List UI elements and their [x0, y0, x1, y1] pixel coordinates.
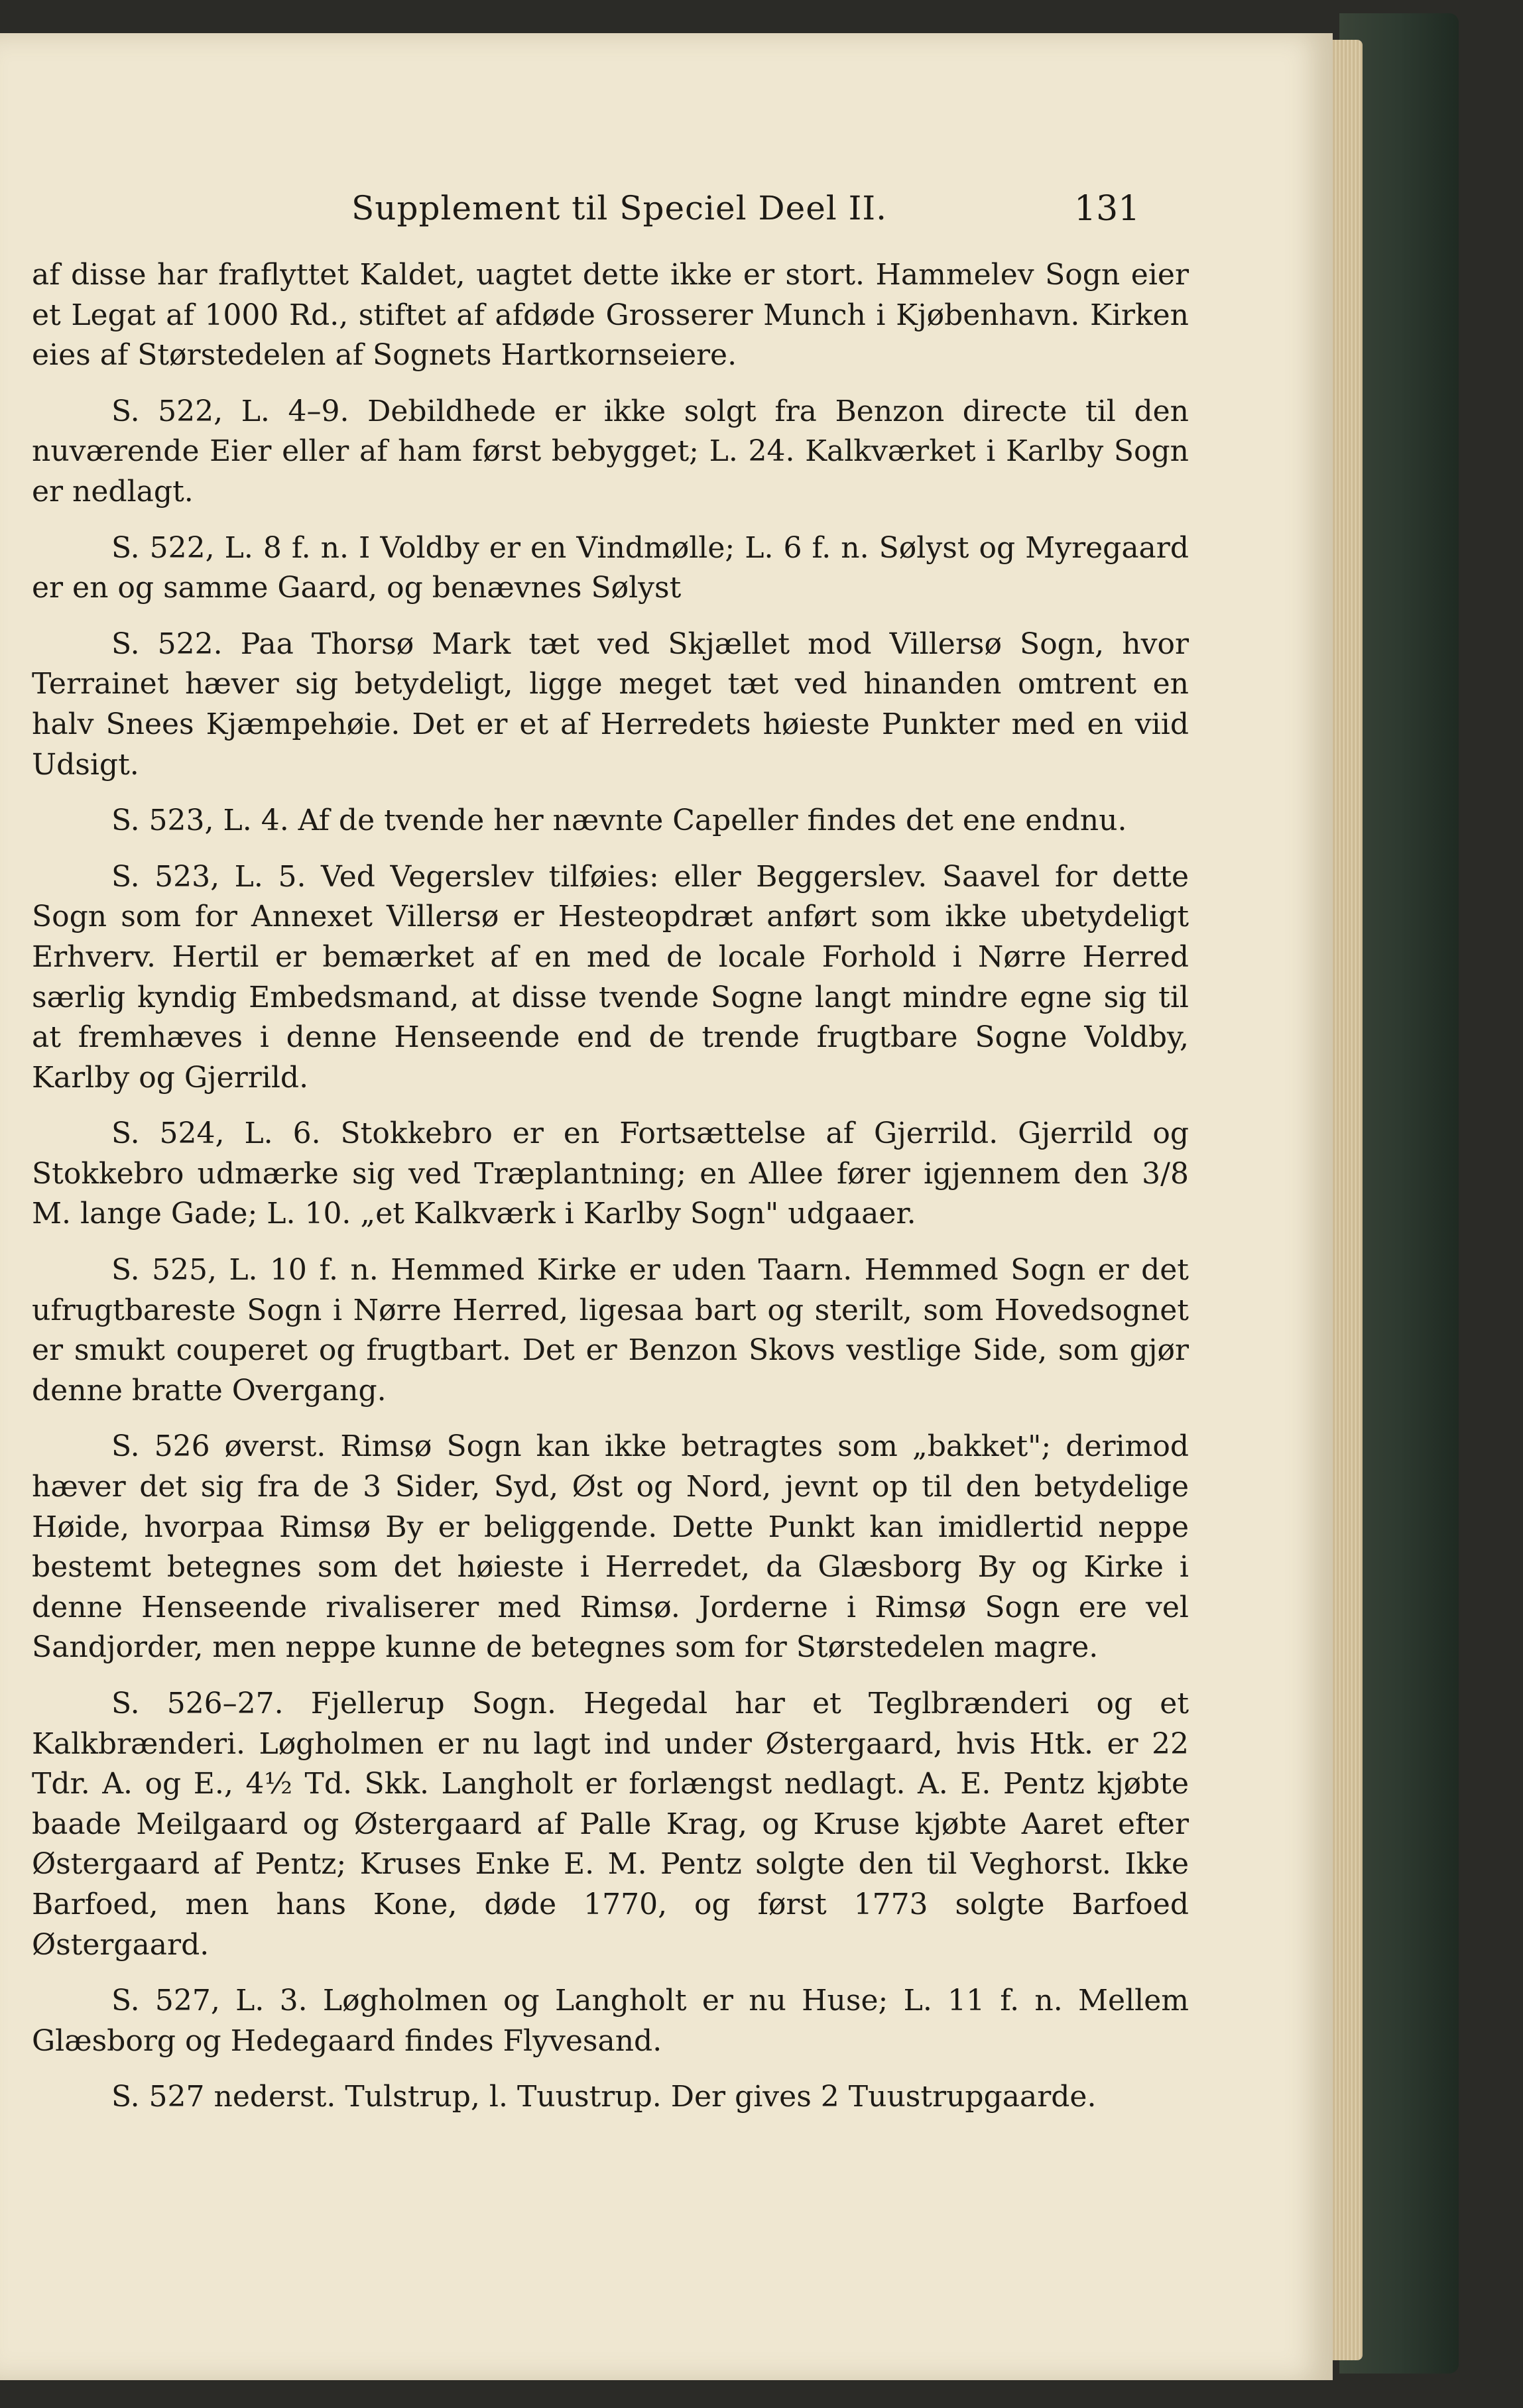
- paragraph-4: S. 522. Paa Thorsø Mark tæt ved Skjællet mod Villersø Sogn, hvor Terrainet hæver sig betydeligt, ligge meget tæt ved hinanden omtrent en halv Snees Kjæmpehøie. Det er et af Herredets høieste Punkter med en viid Udsigt.: [32, 627, 1189, 782]
- running-head: Supplement til Speciel Deel II.: [351, 189, 888, 227]
- paragraph-8: S. 525, L. 10 f. n. Hemmed Kirke er uden Taarn. Hemmed Sogn er det ufrugtbareste Sogn i Nørre Herred, ligesaa bart og sterilt, som Hovedsognet er smukt couperet og frugtbart. Det er Benzon Skovs vestlige Side, som gjør denne bratte Overgang.: [32, 1253, 1189, 1408]
- paragraph-7: S. 524, L. 6. Stokkebro er en Fortsættelse af Gjerrild. Gjerrild og Stokkebro udmærke sig ved Træplantning; en Allee fører igjennem den 3/8 M. lange Gade; L. 10. „et Kalkværk i Karlby Sogn" udgaaer.: [32, 1116, 1189, 1231]
- paragraph-2: S. 522, L. 4–9. Debildhede er ikke solgt fra Benzon directe til den nuværende Eier eller af ham først bebygget; L. 24. Kalkværket i Karlby Sogn er nedlagt.: [32, 394, 1189, 509]
- page-body: [32, 255, 1189, 2134]
- paragraph-12: S. 527 nederst. Tulstrup, l. Tuustrup. Der gives 2 Tuustrupgaarde.: [111, 2080, 1097, 2114]
- paragraph-1: af disse har fraflyttet Kaldet, uagtet dette ikke er stort. Hammelev Sogn eier et Legat af 1000 Rd., stiftet af afdøde Grosserer Munch i Kjøbenhavn. Kirken eies af Størstedelen af Sognets Hartkornseiere.: [32, 258, 1189, 373]
- paragraph-5: S. 523, L. 4. Af de tvende her nævnte Capeller findes det ene endnu.: [111, 804, 1127, 838]
- page-header: [0, 189, 1333, 242]
- paragraph-3: S. 522, L. 8 f. n. I Voldby er en Vindmølle; L. 6 f. n. Sølyst og Myregaard er en og samme Gaard, og benævnes Sølyst: [32, 530, 1189, 605]
- paragraph-9: S. 526 øverst. Rimsø Sogn kan ikke betragtes som „bakket"; derimod hæver det sig fra de 3 Sider, Syd, Øst og Nord, jevnt op til den betydelige Høide, hvorpaa Rimsø By er beliggende. Dette Punkt kan imidlertid neppe bestemt betegnes som det høieste i Herredet, da Glæsborg By og Kirke i denne Henseende rivaliserer med Rimsø. Jorderne i Rimsø Sogn ere vel Sandjorder, men neppe kunne de betegnes som for Størstedelen magre.: [32, 1429, 1189, 1665]
- paragraph-6: S. 523, L. 5. Ved Vegerslev tilføies: eller Beggerslev. Saavel for dette Sogn som for Annexet Villersø er Hesteopdræt anført som ikke ubetydeligt Erhverv. Hertil er bemærket af en med de locale Forhold i Nørre Herred særlig kyndig Embedsmand, at disse tvende Sogne langt mindre egne sig til at fremhæves i denne Henseende end de trende frugtbare Sogne Voldby, Karlby og Gjerrild.: [32, 859, 1189, 1095]
- paragraph-11: S. 527, L. 3. Løgholmen og Langholt er nu Huse; L. 11 f. n. Mellem Glæsborg og Hedegaard findes Flyvesand.: [32, 1984, 1189, 2058]
- page-number: 131: [1074, 189, 1140, 229]
- paragraph-10: S. 526–27. Fjellerup Sogn. Hegedal har et Teglbrænderi og et Kalkbrænderi. Løgholmen er nu lagt ind under Østergaard, hvis Htk. er 22 Tdr. A. og E., 4½ Td. Skk. Langholt er forlængst nedlagt. A. E. Pentz kjøbte baade Meilgaard og Østergaard af Palle Krag, og Kruse kjøbte Aaret efter Østergaard af Pentz; Kruses Enke E. M. Pentz solgte den til Veghorst. Ikke Barfoed, men hans Kone, døde 1770, og først 1773 solgte Barfoed Østergaard.: [32, 1687, 1189, 1962]
